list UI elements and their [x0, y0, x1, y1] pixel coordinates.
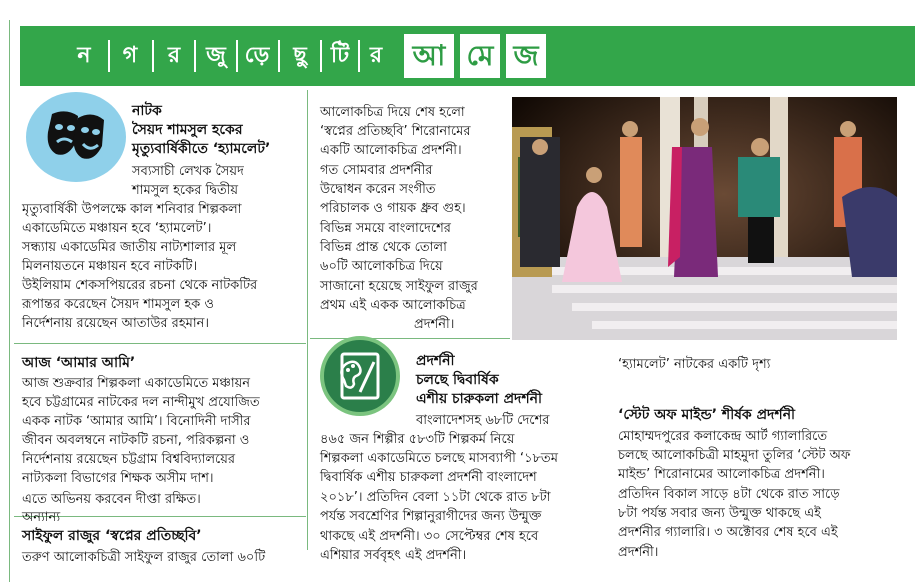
- photo-exhibit-body: বিভিন্ন সময়ে বাংলাদেশের: [320, 221, 451, 236]
- banner-letter: র: [369, 43, 383, 68]
- section-divider: [310, 338, 510, 339]
- amar-ami-body: জীবন অবলম্বনে নাটকটি রচনা, পরিকল্পনা ও: [22, 433, 250, 448]
- photo-exhibit-body: উদ্বোধন করেন সংগীত: [320, 182, 436, 197]
- banner-letter-highlight: আ: [404, 34, 454, 78]
- photo-caption: ‘হ্যামলেট’ নাটকের একটি দৃশ্য: [618, 357, 771, 372]
- banner-letter-highlight: জ: [506, 34, 546, 78]
- photo-exhibit-body: ‘স্বপ্নের প্রতিচ্ছবি’ শিরোনামের: [320, 124, 471, 139]
- others-title: সাইফুল রাজুর ‘স্বপ্নের প্রতিচ্ছবি’: [22, 528, 202, 544]
- banner-letter: গ: [122, 43, 138, 68]
- amar-ami-body: একক নাটক ‘আমার আমি’। বিনোদিনী দাসীর: [22, 414, 251, 429]
- hamlet-body: একাডেমিতে মঞ্চায়ন হবে ‘হ্যামলেট’।: [22, 221, 212, 236]
- biennale-body: শিল্পকলা একাডেমিতে চলছে মাসব্যাপী ‘১৮তম: [320, 451, 558, 466]
- photo-exhibit-body: একটি আলোকচিত্র প্রদর্শনী।: [320, 143, 462, 158]
- hamlet-scene-photo: [512, 97, 897, 340]
- others-body: তরুণ আলোকচিত্রী সাইফুল রাজুর তোলা ৬০টি: [22, 550, 266, 565]
- hamlet-title: সৈয়দ শামসুল হকের: [132, 122, 243, 138]
- state-of-mind-body: চলছে আলোকচিত্রী মাহমুদা তুলির ‘স্টেট অফ: [618, 448, 851, 463]
- section-divider: [14, 343, 306, 344]
- banner-letter-highlight: মে: [460, 34, 500, 78]
- painting-palette-icon: [320, 336, 400, 416]
- photo-exhibit-body: বিভিন্ন প্রান্ত থেকে তোলা: [320, 240, 447, 255]
- hamlet-body: সব্যসাচী লেখক সৈয়দ: [132, 164, 244, 179]
- biennale-body: বাংলাদেশসহ ৬৮টি দেশের: [416, 413, 550, 428]
- hamlet-title: মৃত্যুবার্ষিকীতে ‘হ্যামলেট’: [132, 141, 271, 157]
- hamlet-body: শামসুল হকের দ্বিতীয়: [132, 183, 239, 198]
- frame-left: [9, 20, 10, 582]
- banner-letter: ছু: [293, 43, 307, 68]
- amar-ami-body: আজ শুক্রবার শিল্পকলা একাডেমিতে মঞ্চায়ন: [22, 376, 251, 391]
- biennale-body: এশিয়ার সর্ববৃহৎ এই প্রদর্শনী।: [320, 548, 467, 563]
- photo-exhibit-body: প্রদর্শনী।: [414, 317, 455, 332]
- amar-ami-body: এতে অভিনয় করবেন দীপ্তা রক্ষিত।: [22, 492, 201, 507]
- hamlet-body: সন্ধ্যায় একাডেমির জাতীয় নাট্যশালার মূল: [22, 240, 237, 255]
- biennale-section-label: প্রদর্শনী: [416, 353, 455, 369]
- state-of-mind-body: মাইন্ড’ শিরোনামের আলোকচিত্র প্রদর্শনী।: [618, 467, 825, 482]
- hamlet-body: রূপান্তর করেছেন সৈয়দ শামসুল হক ও: [22, 297, 214, 312]
- theatre-masks-icon: [26, 92, 126, 182]
- photo-exhibit-body: গত সোমবার প্রদর্শনীর: [320, 163, 433, 178]
- amar-ami-body: নির্দেশনায় রয়েছেন চট্টগ্রাম বিশ্ববিদ্যালয়ের: [22, 452, 236, 467]
- column-divider: [307, 90, 308, 550]
- state-of-mind-body: প্রতিদিন বিকাল সাড়ে ৪টা থেকে রাত সাড়ে: [618, 487, 840, 502]
- hamlet-body: মৃত্যুবার্ষিকী উপলক্ষে কাল শনিবার শিল্পকলা: [22, 202, 242, 217]
- photo-exhibit-body: আলোকচিত্র দিয়ে শেষ হলো: [320, 105, 465, 120]
- state-of-mind-title: ‘স্টেট অফ মাইন্ড’ শীর্ষক প্রদর্শনী: [618, 407, 796, 423]
- photo-exhibit-body: প্রথম এই একক আলোকচিত্র: [320, 298, 466, 313]
- banner-letter: টি: [330, 43, 350, 68]
- amar-ami-body: হবে চট্টগ্রামের নাটকের দল নান্দীমুখ প্রযোজিত: [22, 395, 260, 410]
- biennale-title: চলছে দ্বিবার্ষিক: [416, 372, 499, 388]
- header-banner: [20, 26, 915, 86]
- photo-exhibit-body: পরিচালক ও গায়ক ধ্রুব গুহ।: [320, 201, 466, 216]
- photo-exhibit-body: ৬০টি আলোকচিত্র দিয়ে: [320, 259, 443, 274]
- biennale-body: থাকছে এই প্রদর্শনী। ৩০ সেপ্টেম্বর শেষ হবে: [320, 529, 539, 544]
- state-of-mind-body: ৮টা পর্যন্ত সবার জন্য উন্মুক্ত থাকছে এই: [618, 506, 821, 521]
- biennale-body: ৪৬৫ জন শিল্পীর ৫৮৩টি শিল্পকর্ম নিয়ে: [320, 432, 515, 447]
- hamlet-body: নির্দেশনায় রয়েছেন আতাউর রহমান।: [22, 316, 210, 331]
- photo-exhibit-body: সাজানো হয়েছে সাইফুল রাজুর: [320, 279, 478, 294]
- biennale-body: দ্বিবার্ষিক এশীয় চারুকলা প্রদর্শনী বাংলাদেশ: [320, 470, 537, 485]
- amar-ami-body: নাট্যকলা বিভাগের শিক্ষক অসীম দাশ।: [22, 471, 214, 486]
- hamlet-body: মিলনায়তনে মঞ্চায়ন হবে নাটকটি।: [22, 259, 198, 274]
- state-of-mind-body: মোহাম্মদপুরের কলাকেন্দ্র আর্ট গ্যালারিতে: [618, 429, 828, 444]
- banner-letter: র: [167, 43, 181, 68]
- biennale-body: ২০১৮’। প্রতিদিন বেলা ১১টা থেকে রাত ৮টা: [320, 490, 551, 505]
- banner-letter: জু: [206, 43, 226, 68]
- hamlet-section-label: নাটক: [132, 103, 162, 119]
- state-of-mind-body: প্রদর্শনী।: [618, 545, 659, 560]
- state-of-mind-body: প্রদর্শনীর গ্যালারি। ৩ অক্টোবর শেষ হবে এই: [618, 525, 838, 540]
- biennale-body: পর্যন্ত সবশ্রেণির শিল্পানুরাগীদের জন্য উন্মুক্ত: [320, 509, 542, 524]
- amar-ami-title: আজ ‘আমার আমি’: [22, 355, 136, 371]
- hamlet-body: উইলিয়াম শেকসপিয়রের রচনা থেকে নাটকটির: [22, 278, 258, 293]
- biennale-title: এশীয় চারুকলা প্রদর্শনী: [416, 391, 543, 407]
- banner-letter: ন: [77, 43, 91, 68]
- others-section-label: অন্যান্য: [22, 510, 61, 525]
- banner-letter: ড়ে: [244, 43, 270, 68]
